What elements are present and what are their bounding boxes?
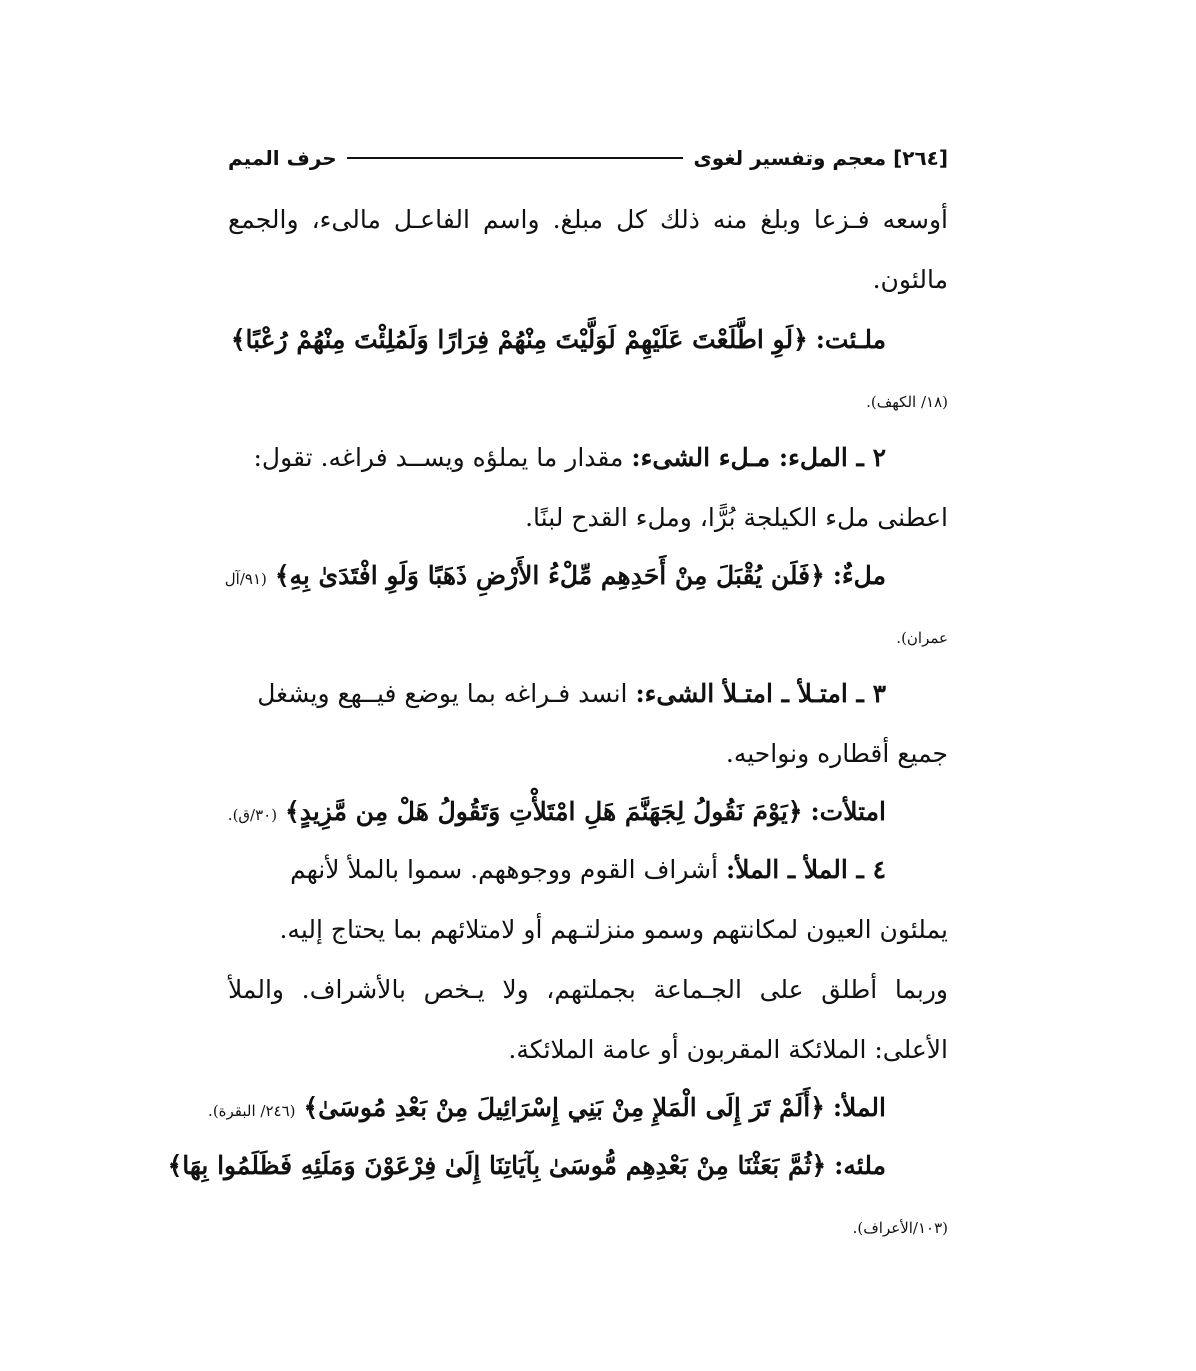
quran-verse: ﴿ثُمَّ بَعَثْنَا مِنْ بَعْدِهِم مُّوسَىٰ بِآيَاتِنَا إِلَىٰ فِرْعَوْنَ وَمَلَئِهِ فَظَلَمُوا بِهَا﴾ xyxy=(167,1151,827,1180)
entry-word: الملأ: xyxy=(832,1093,886,1122)
chapter-title: حرف الميم xyxy=(228,146,337,170)
definition-line xyxy=(228,674,948,714)
entry-heading: ٢ ـ الملء: مـلء الشىء: xyxy=(631,443,886,472)
definition-text: مقدار ما يملؤه ويســد فراغه. تقول: xyxy=(253,443,624,472)
entry-heading: ٤ ـ الملأ ـ الملأ: xyxy=(726,855,886,884)
quran-citation-line xyxy=(228,792,948,832)
entry-word: امتلأت: xyxy=(810,797,886,826)
definition-text: أشراف القوم ووجوههم. سموا بالملأ لأنهم xyxy=(290,855,719,884)
text-line: الأعلى: الملائكة المقربون أو عامة الملائكة. xyxy=(508,1035,948,1064)
text-line: أوسعه فـزعا وبلغ منه ذلك كل مبلغ. واسم الفاعـل مالىء، والجمع xyxy=(228,205,948,234)
book-page xyxy=(167,138,948,1237)
entry-heading: ٣ ـ امتـلأ ـ امتـلأ الشىء: xyxy=(635,679,886,708)
text-line: مالئون. xyxy=(872,265,948,294)
header-rule xyxy=(347,157,684,159)
entry-word: ملئه: xyxy=(834,1151,886,1180)
definition-text: انسد فـراغه بما يوضع فيــهع ويشغل xyxy=(257,679,628,708)
page-header xyxy=(228,138,948,178)
entry-word: ملـئت: xyxy=(815,325,886,354)
verse-reference: (١٨/ الكهف). xyxy=(866,393,948,411)
page-number-title: [٢٦٤] معجم وتفسير لغوى xyxy=(693,146,948,170)
definition-line xyxy=(228,850,948,890)
verse-reference: (٩١/آل xyxy=(224,570,267,588)
text-line: اعطنى ملء الكيلجة بُرًّا، وملء القدح لبنًا. xyxy=(525,503,948,532)
text-line: جميع أقطاره ونواحيه. xyxy=(725,739,948,768)
quran-citation-line xyxy=(228,320,948,360)
quran-verse: ﴿لَوِ اطَّلَعْتَ عَلَيْهِمْ لَوَلَّيْتَ مِنْهُمْ فِرَارًا وَلَمُلِئْتَ مِنْهُمْ رُعْبًا﴾ xyxy=(230,325,808,354)
text-line: يملئون العيون لمكانتهم وسمو منزلتـهم أو لامتلائهم بما يحتاج إليه. xyxy=(279,915,948,944)
quran-verse: ﴿يَوْمَ نَقُولُ لِجَهَنَّمَ هَلِ امْتَلأْتِ وَتَقُولُ هَلْ مِن مَّزِيدٍ﴾ xyxy=(285,797,803,826)
text-line: وربما أطلق على الجـماعة بجملتهم، ولا يـخص بالأشراف. والملأ xyxy=(228,975,948,1004)
quran-verse: ﴿أَلَمْ تَرَ إِلَى الْمَلإِ مِنْ بَنِي إِسْرَائِيلَ مِنْ بَعْدِ مُوسَىٰ﴾ xyxy=(303,1093,825,1122)
quran-citation-line xyxy=(224,556,948,596)
definition-line xyxy=(228,438,948,478)
verse-reference: عمران). xyxy=(896,629,948,647)
quran-citation-line xyxy=(208,1088,948,1128)
quran-citation-line xyxy=(167,1146,948,1186)
verse-reference: (٢٤٦/ البقرة). xyxy=(208,1102,296,1120)
verse-reference: (١٠٣/الأعراف). xyxy=(852,1219,948,1237)
quran-verse: ﴿فَلَن يُقْبَلَ مِنْ أَحَدِهِم مِّلْءُ الأَرْضِ ذَهَبًا وَلَوِ افْتَدَىٰ بِهِ﴾ xyxy=(274,561,825,590)
entry-word: ملءٌ: xyxy=(832,561,886,590)
verse-reference: (٣٠/ق). xyxy=(227,806,278,824)
